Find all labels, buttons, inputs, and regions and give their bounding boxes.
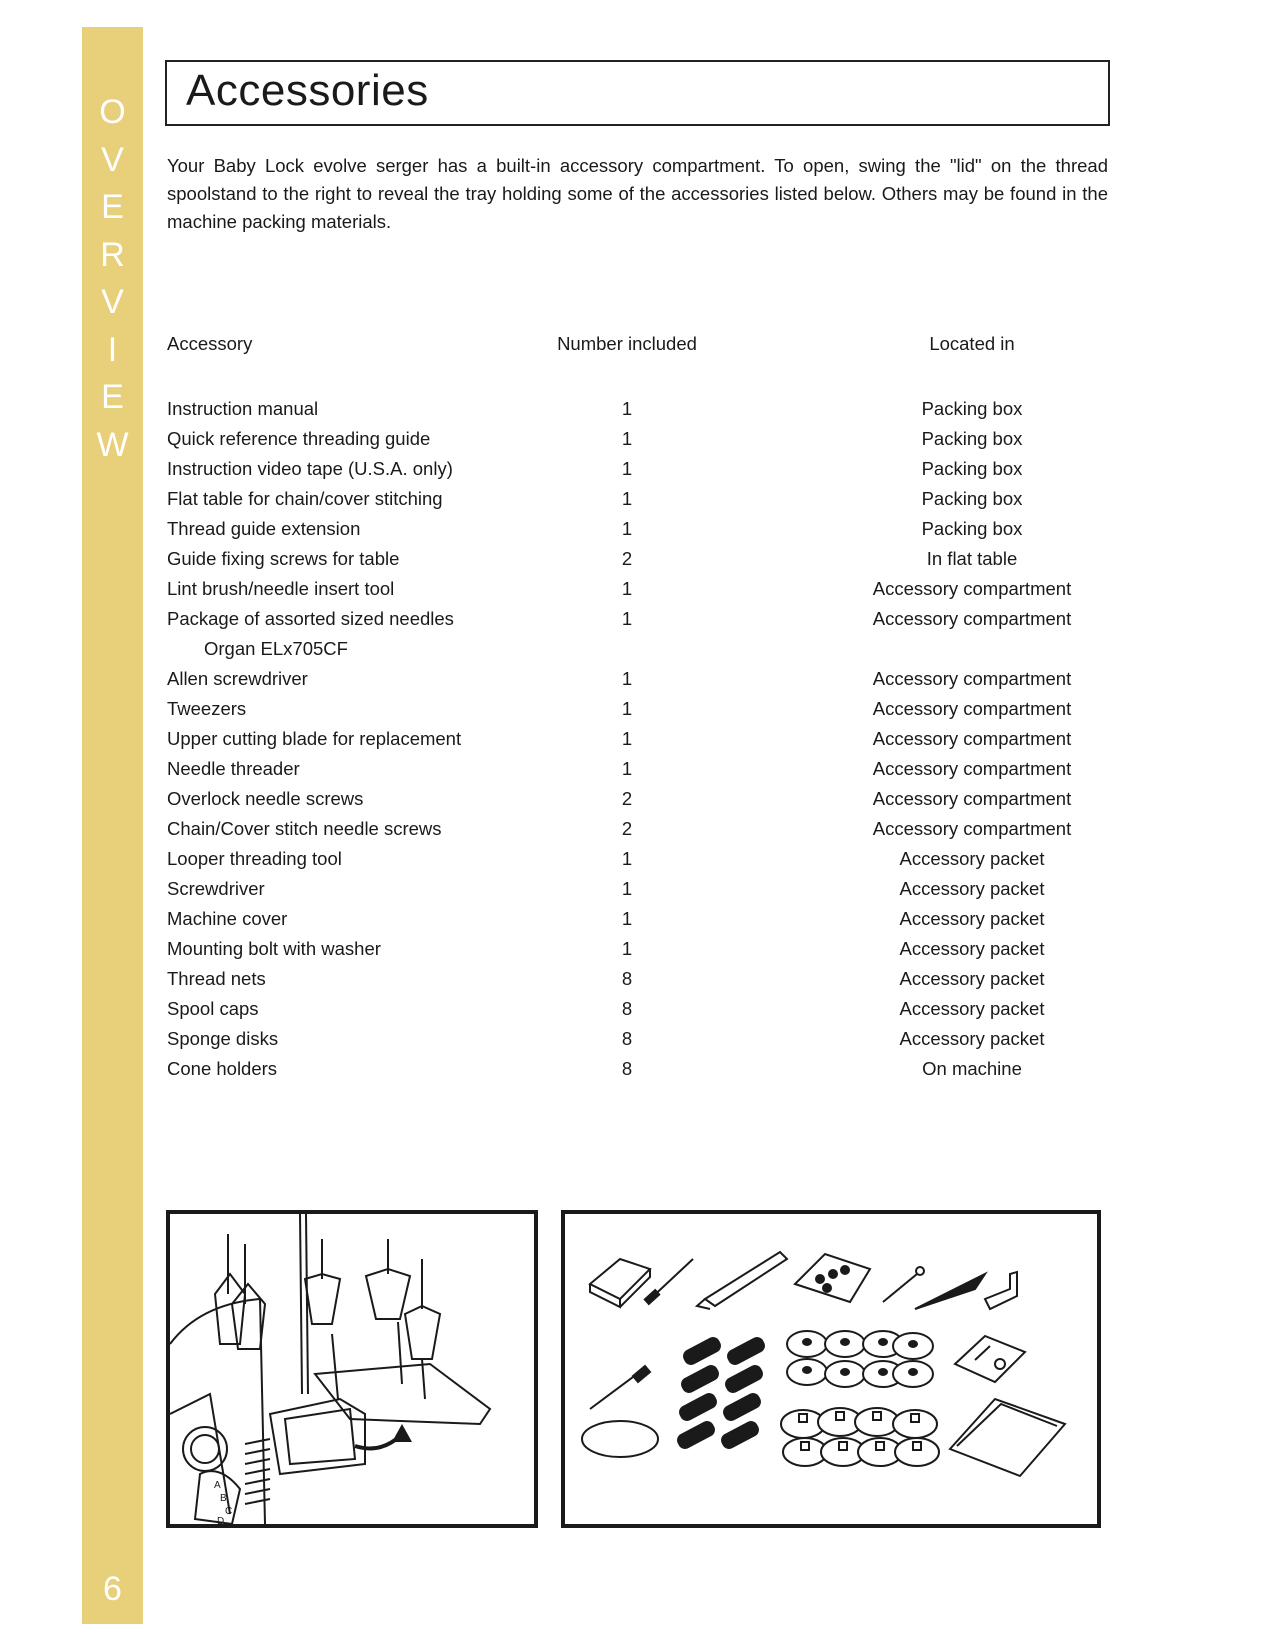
accessory-qty: 1: [621, 848, 633, 869]
table-row: [167, 848, 1127, 878]
page-number: 6: [103, 1570, 122, 1608]
accessory-name: Needle threader: [167, 758, 300, 779]
accessory-qty: 2: [621, 818, 633, 839]
accessory-location: Accessory compartment: [872, 608, 1072, 629]
accessory-qty: 8: [621, 1028, 633, 1049]
accessory-location: Accessory compartment: [872, 698, 1072, 719]
accessory-qty: 1: [621, 758, 633, 779]
table-row: [167, 398, 1127, 428]
table-row: [167, 818, 1127, 848]
accessory-name: Sponge disks: [167, 1028, 279, 1049]
accessory-name: Thread nets: [167, 968, 266, 989]
section-letter: O: [99, 93, 126, 131]
accessory-location: Accessory packet: [899, 848, 1045, 869]
accessory-name: Allen screwdriver: [167, 668, 308, 689]
accessory-location: Packing box: [921, 398, 1023, 419]
header-number: Number included: [557, 333, 697, 354]
table-row: [167, 788, 1127, 818]
accessory-name: Looper threading tool: [167, 848, 342, 869]
accessory-name: Instruction video tape (U.S.A. only): [167, 458, 453, 479]
accessory-qty: 8: [621, 998, 633, 1019]
accessory-name: Lint brush/needle insert tool: [167, 578, 395, 599]
section-letter: V: [101, 140, 124, 179]
table-row: [167, 908, 1127, 938]
sidebar-tab: [82, 27, 143, 1624]
table-row: [167, 728, 1127, 758]
table-row: [167, 578, 1127, 608]
table-row: [167, 938, 1127, 968]
accessory-qty: 8: [621, 1058, 633, 1079]
accessory-qty: 1: [621, 728, 633, 749]
table-row: [167, 758, 1127, 788]
accessory-name: Upper cutting blade for replacement: [167, 728, 462, 749]
accessory-location: Accessory compartment: [872, 728, 1072, 749]
accessory-name: Thread guide extension: [167, 518, 361, 539]
accessory-location: Accessory compartment: [872, 818, 1072, 839]
accessory-location: Accessory compartment: [872, 578, 1072, 599]
accessory-qty: 1: [621, 518, 633, 539]
accessory-qty: 2: [621, 788, 633, 809]
accessories-figure: [561, 1210, 1101, 1528]
table-header: [167, 333, 1127, 363]
section-letter: E: [101, 188, 124, 226]
accessory-qty: 1: [621, 488, 633, 509]
machine-illustration: [170, 1214, 534, 1524]
table-row: [167, 668, 1127, 698]
accessory-qty: 1: [621, 668, 633, 689]
table-row: [167, 518, 1127, 548]
header-location: Located in: [929, 333, 1015, 354]
table-row: [167, 1058, 1127, 1088]
page-title: Accessories: [186, 66, 429, 115]
accessory-name: Flat table for chain/cover stitching: [167, 488, 443, 509]
section-label-overview: [82, 89, 143, 469]
accessory-name: Spool caps: [167, 998, 259, 1019]
accessory-qty: 1: [621, 428, 633, 449]
accessory-name: Overlock needle screws: [167, 788, 364, 809]
table-row: [167, 608, 1127, 638]
accessory-name: Instruction manual: [167, 398, 319, 419]
accessory-name: Cone holders: [167, 1058, 278, 1079]
dial-letter-a: A: [214, 1480, 221, 1491]
accessory-qty: 2: [621, 548, 633, 569]
accessory-location: Accessory packet: [899, 908, 1045, 929]
accessory-name: Quick reference threading guide: [167, 428, 431, 449]
table-row: [167, 638, 1127, 668]
table-row: [167, 458, 1127, 488]
accessory-qty: 1: [621, 938, 633, 959]
accessory-location: Accessory packet: [899, 938, 1045, 959]
accessory-name: Machine cover: [167, 908, 288, 929]
accessory-location: Accessory compartment: [872, 668, 1072, 689]
accessory-qty: 1: [621, 698, 633, 719]
accessory-location: Accessory packet: [899, 1028, 1045, 1049]
accessory-location: On machine: [922, 1058, 1022, 1079]
accessory-qty: 1: [621, 578, 633, 599]
table-row: [167, 1028, 1127, 1058]
accessory-location: Accessory packet: [899, 998, 1045, 1019]
accessory-location: Accessory compartment: [872, 788, 1072, 809]
accessory-qty: 1: [621, 908, 633, 929]
accessory-location: Packing box: [921, 428, 1023, 449]
accessory-location: Accessory packet: [899, 968, 1045, 989]
table-row: [167, 698, 1127, 728]
accessory-name: Mounting bolt with washer: [167, 938, 381, 959]
accessory-location: Accessory compartment: [872, 758, 1072, 779]
table-row: [167, 548, 1127, 578]
accessory-qty: 1: [621, 878, 633, 899]
table-row: [167, 878, 1127, 908]
header-accessory: Accessory: [167, 333, 253, 354]
intro-paragraph: Your Baby Lock evolve serger has a built-in accessory compartment. To open, swing the "lid" on the thread spoolstand to the right to reveal the tray holding some of the accessories listed below. Others may be found in the machine packing materials.: [167, 155, 1108, 232]
accessory-name: Guide fixing screws for table: [167, 548, 400, 569]
accessory-location: Packing box: [921, 488, 1023, 509]
table-row: [167, 428, 1127, 458]
table-row: [167, 968, 1127, 998]
dial-letter-c: C: [225, 1506, 233, 1517]
accessory-qty: 1: [621, 608, 633, 629]
dial-letter-d: D: [217, 1516, 225, 1524]
accessory-name: Chain/Cover stitch needle screws: [167, 818, 442, 839]
accessory-location: Packing box: [921, 518, 1023, 539]
title-box: [165, 60, 1110, 126]
section-letter: V: [101, 283, 124, 321]
accessory-location: Packing box: [921, 458, 1023, 479]
accessory-name: Screwdriver: [167, 878, 265, 899]
section-letter: R: [100, 235, 125, 274]
machine-compartment-figure: [166, 1210, 538, 1528]
accessory-qty: 8: [621, 968, 633, 989]
section-letter: E: [101, 378, 124, 416]
accessories-illustration: [565, 1214, 1097, 1524]
accessory-name: Package of assorted sized needles: [167, 608, 454, 629]
accessory-name: Tweezers: [167, 698, 247, 719]
accessory-qty: 1: [621, 398, 633, 419]
accessory-qty: 1: [621, 458, 633, 479]
accessory-location: In flat table: [926, 548, 1018, 569]
section-letter: I: [107, 330, 118, 369]
dial-letter-b: B: [220, 1493, 227, 1504]
accessory-location: Accessory packet: [899, 878, 1045, 899]
table-row: [167, 488, 1127, 518]
section-letter: W: [96, 425, 129, 464]
accessory-name: Organ ELx705CF: [204, 638, 348, 659]
table-row: [167, 998, 1127, 1028]
